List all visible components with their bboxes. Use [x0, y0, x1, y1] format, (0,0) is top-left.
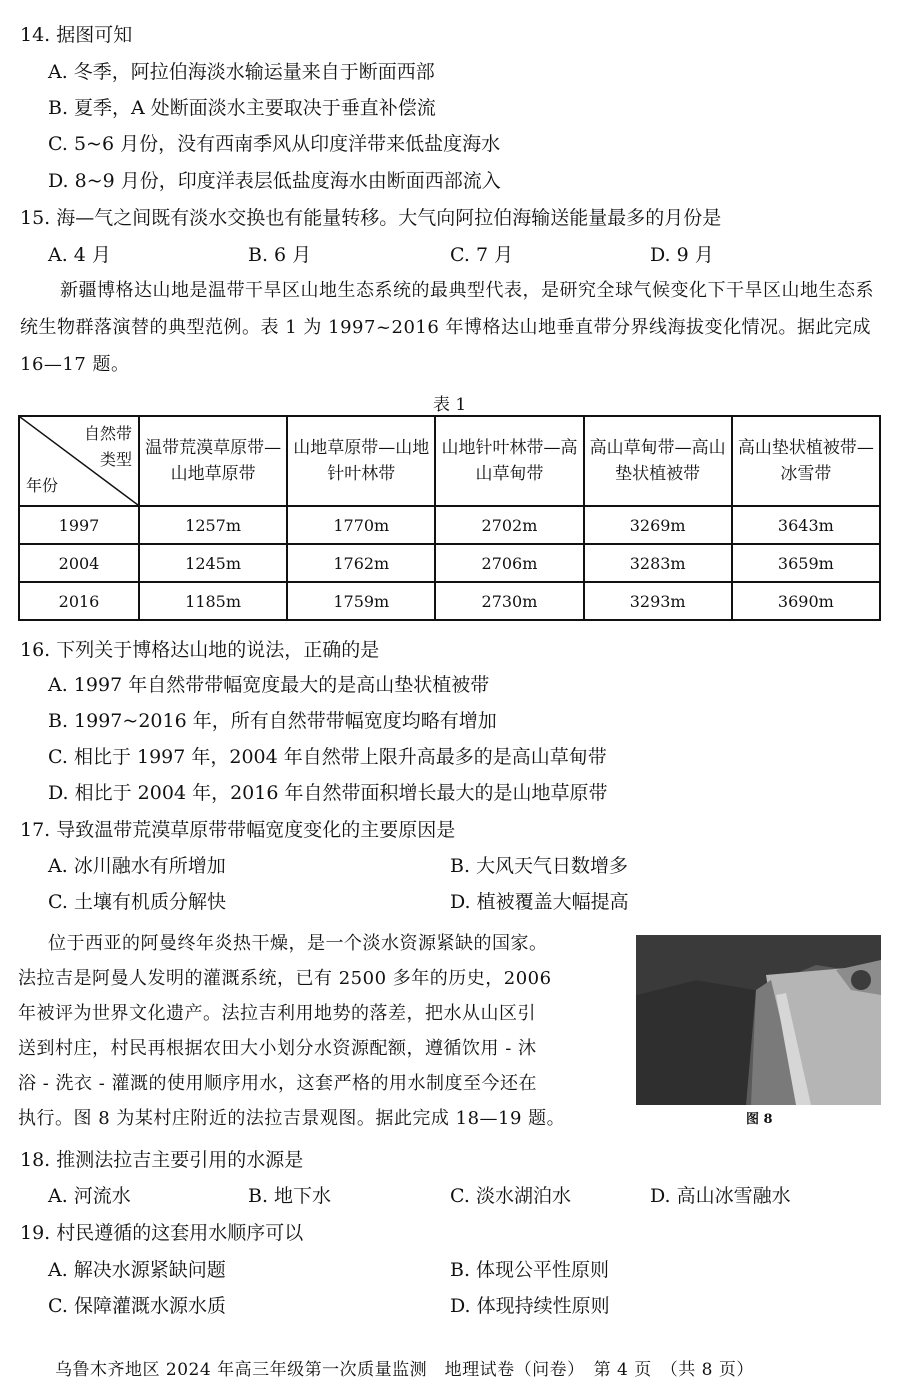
q19-option-c: C. 保障灌溉水源水质 [48, 1295, 226, 1317]
q16-option-c: C. 相比于 1997 年，2004 年自然带上限升高最多的是高山草甸带 [48, 746, 607, 768]
table-cell: 3659m [732, 544, 880, 582]
table-cell: 2706m [435, 544, 583, 582]
table-cell: 3643m [732, 506, 880, 544]
passage-falaj-line: 浴 - 洗衣 - 灌溉的使用顺序用水，这套严格的用水制度至今还在 [18, 1073, 538, 1094]
q15-option-d: D. 9 月 [650, 244, 714, 266]
corner-label-year: 年份 [26, 476, 59, 495]
q17-option-d: D. 植被覆盖大幅提高 [450, 891, 629, 913]
question-14-stem: 14. 据图可知 [20, 24, 133, 46]
q14-option-b: B. 夏季，A 处断面淡水主要取决于垂直补偿流 [48, 97, 436, 119]
table-cell: 1762m [287, 544, 435, 582]
q18-option-a: A. 河流水 [48, 1185, 131, 1207]
q18-option-c: C. 淡水湖泊水 [450, 1185, 571, 1207]
q14-option-d: D. 8~9 月份，印度洋表层低盐度海水由断面西部流入 [48, 170, 501, 192]
table-header-cell: 高山草甸带—高山垫状植被带 [584, 416, 732, 506]
question-18-stem: 18. 推测法拉吉主要引用的水源是 [20, 1149, 304, 1171]
table-header-cell: 山地针叶林带—高山草甸带 [435, 416, 583, 506]
passage-bogda: 新疆博格达山地是温带干旱区山地生态系统的最典型代表，是研究全球气候变化下干旱区山地生态系统生物群落演替的典型范例。表 1 为 1997~2016 年博格达山地垂直带分界线海拔变化情况。据此完成 16—17 题。 [20, 280, 874, 375]
q17-option-a: A. 冰川融水有所增加 [48, 855, 226, 877]
table-row [19, 544, 880, 582]
table-cell: 3293m [584, 582, 732, 620]
page-footer: 乌鲁木齐地区 2024 年高三年级第一次质量监测 地理试卷（问卷） 第 4 页 （共 8 页） [55, 1360, 754, 1380]
passage-falaj-line: 年被评为世界文化遗产。法拉吉利用地势的落差，把水从山区引 [18, 1003, 536, 1024]
question-16-stem: 16. 下列关于博格达山地的说法，正确的是 [20, 639, 380, 661]
q19-option-d: D. 体现持续性原则 [450, 1295, 610, 1317]
corner-label-zone: 自然带 [83, 424, 132, 443]
table-header-cell: 高山垫状植被带—冰雪带 [732, 416, 880, 506]
q19-option-b: B. 体现公平性原则 [450, 1259, 610, 1281]
table-year-cell: 2016 [19, 582, 139, 620]
question-15-stem: 15. 海—气之间既有淡水交换也有能量转移。大气向阿拉伯海输送能量最多的月份是 [20, 207, 722, 229]
figure-8-caption: 图 8 [746, 1112, 773, 1127]
table-year-cell: 1997 [19, 506, 139, 544]
table-corner-cell [19, 416, 139, 506]
table-1-caption: 表 1 [433, 395, 467, 415]
table-cell: 3690m [732, 582, 880, 620]
q18-option-b: B. 地下水 [248, 1185, 332, 1207]
table-cell: 1759m [287, 582, 435, 620]
q15-option-a: A. 4 月 [48, 244, 111, 266]
q16-option-d: D. 相比于 2004 年，2016 年自然带面积增长最大的是山地草原带 [48, 782, 608, 804]
falaj-landscape-image [636, 935, 881, 1105]
figure-8-falaj-photo [636, 935, 881, 1105]
table-cell: 2730m [435, 582, 583, 620]
corner-label-type: 类型 [99, 450, 132, 469]
table-year-cell: 2004 [19, 544, 139, 582]
table-cell: 1770m [287, 506, 435, 544]
q16-option-b: B. 1997~2016 年，所有自然带带幅宽度均略有增加 [48, 710, 497, 732]
table-cell: 1185m [139, 582, 287, 620]
passage-falaj-line: 位于西亚的阿曼终年炎热干燥，是一个淡水资源紧缺的国家。 [48, 933, 548, 954]
table-cell: 1245m [139, 544, 287, 582]
q16-option-a: A. 1997 年自然带带幅宽度最大的是高山垫状植被带 [48, 674, 490, 696]
passage-falaj-line: 法拉吉是阿曼人发明的灌溉系统，已有 2500 多年的历史，2006 [18, 968, 552, 989]
passage-falaj-line: 执行。图 8 为某村庄附近的法拉吉景观图。据此完成 18—19 题。 [18, 1108, 566, 1129]
table-header-cell: 温带荒漠草原带—山地草原带 [139, 416, 287, 506]
q19-option-a: A. 解决水源紧缺问题 [48, 1259, 226, 1281]
question-17-stem: 17. 导致温带荒漠草原带带幅宽度变化的主要原因是 [20, 819, 456, 841]
table-cell: 3283m [584, 544, 732, 582]
table-cell: 2702m [435, 506, 583, 544]
question-19-stem: 19. 村民遵循的这套用水顺序可以 [20, 1222, 304, 1244]
table-cell: 3269m [584, 506, 732, 544]
table-row [19, 582, 880, 620]
q18-option-d: D. 高山冰雪融水 [650, 1185, 791, 1207]
table-header-cell: 山地草原带—山地针叶林带 [287, 416, 435, 506]
q15-option-b: B. 6 月 [248, 244, 312, 266]
passage-falaj-line: 送到村庄，村民再根据农田大小划分水资源配额，遵循饮用 - 沐 [18, 1038, 537, 1059]
q17-option-c: C. 土壤有机质分解快 [48, 891, 226, 913]
table-row [19, 506, 880, 544]
q15-option-c: C. 7 月 [450, 244, 514, 266]
q14-option-c: C. 5~6 月份，没有西南季风从印度洋带来低盐度海水 [48, 133, 501, 155]
table-1 [18, 415, 881, 621]
table-cell: 1257m [139, 506, 287, 544]
table-header-row [19, 416, 880, 506]
q14-option-a: A. 冬季，阿拉伯海淡水输运量来自于断面西部 [48, 61, 435, 83]
q17-option-b: B. 大风天气日数增多 [450, 855, 629, 877]
